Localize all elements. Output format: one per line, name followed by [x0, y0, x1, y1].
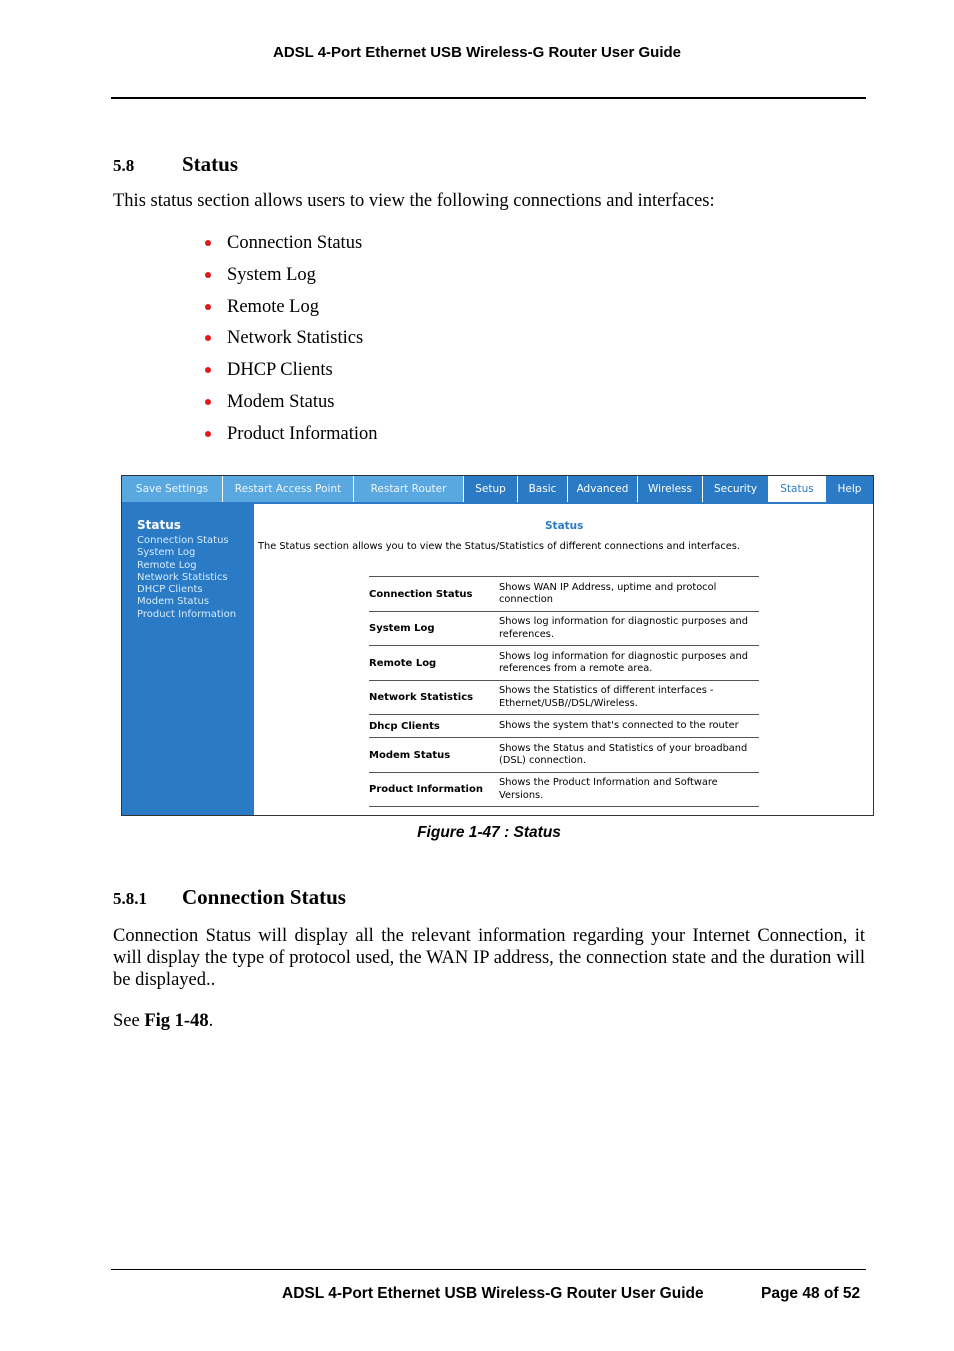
tab-setup[interactable]: Setup — [464, 476, 518, 502]
tab-status[interactable]: Status — [769, 476, 826, 502]
subsection-heading — [113, 885, 346, 910]
subsection-body: Connection Status will display all the relevant information regarding your Internet Connection, it will display the type of protocol used, the WAN IP address, the connection state and the duration will be displayed.. — [113, 926, 865, 990]
bullet-item: Remote Log — [205, 294, 378, 326]
tab-security[interactable]: Security — [703, 476, 769, 502]
figure-reference-link: Fig 1-48 — [144, 1011, 209, 1031]
bullet-item: Connection Status — [205, 230, 378, 262]
bullet-icon — [205, 335, 211, 341]
row-description: Shows log information for diagnostic purposes and references. — [499, 616, 748, 640]
sidebar-item-network-statistics[interactable]: Network Statistics — [137, 571, 228, 583]
sidebar — [122, 504, 254, 815]
bullet-icon — [205, 431, 211, 437]
table-row — [369, 738, 759, 773]
content-intro: The Status section allows you to view the Status/Statistics of different connections and interfaces. — [258, 541, 741, 552]
tab-basic[interactable]: Basic — [518, 476, 568, 502]
sidebar-item-system-log[interactable]: System Log — [137, 547, 196, 559]
row-description: Shows the Statistics of different interfaces - Ethernet/USB//DSL/Wireless. — [499, 685, 714, 709]
page-number: Page 48 of 52 — [761, 1285, 861, 1302]
row-description: Shows the system that's connected to the router — [499, 719, 739, 731]
section-intro: This status section allows users to view the following connections and interfaces: — [113, 191, 715, 211]
status-screenshot — [121, 475, 874, 816]
row-name[interactable]: Connection Status — [369, 588, 473, 600]
section-heading — [113, 152, 238, 177]
section-number: 5.8 — [113, 156, 135, 175]
content-title: Status — [545, 520, 584, 532]
table-row — [369, 773, 759, 807]
table-row — [369, 681, 759, 715]
bullet-icon — [205, 399, 211, 405]
sidebar-item-remote-log[interactable]: Remote Log — [137, 559, 197, 571]
row-name[interactable]: Remote Log — [369, 657, 437, 669]
tab-save-settings[interactable]: Save Settings — [122, 476, 223, 502]
sidebar-item-dhcp-clients[interactable]: DHCP Clients — [137, 584, 203, 596]
section-title: Status — [182, 152, 239, 176]
row-description: Shows the Status and Statistics of your broadband (DSL) connection. — [499, 742, 748, 766]
see-reference: See Fig 1-48. — [113, 1011, 214, 1031]
row-description: Shows the Product Information and Software Versions. — [499, 777, 718, 801]
sidebar-item-product-information[interactable]: Product Information — [137, 608, 237, 620]
sidebar-item-connection-status[interactable]: Connection Status — [137, 535, 229, 546]
bullet-icon — [205, 272, 211, 278]
tab-help[interactable]: Help — [826, 476, 873, 502]
subsection-number: 5.8.1 — [113, 889, 147, 908]
sidebar-links — [137, 535, 236, 621]
bullet-item: Network Statistics — [205, 325, 378, 357]
tab-wireless[interactable]: Wireless — [638, 476, 703, 502]
top-nav — [122, 476, 873, 502]
tab-restart-router[interactable]: Restart Router — [354, 476, 464, 502]
bullet-item: DHCP Clients — [205, 357, 378, 389]
bullet-icon — [205, 367, 211, 373]
table-row — [369, 646, 759, 681]
table-row — [369, 577, 759, 612]
subsection-title: Connection Status — [182, 885, 346, 909]
bullet-icon — [205, 240, 211, 246]
row-description: Shows log information for diagnostic purposes and references from a remote area. — [499, 650, 748, 674]
table-row — [369, 715, 759, 738]
footer-rule — [111, 1269, 866, 1270]
footer-title: ADSL 4-Port Ethernet USB Wireless-G Router User Guide — [282, 1285, 704, 1302]
running-header: ADSL 4-Port Ethernet USB Wireless-G Router User Guide — [272, 44, 681, 61]
bullet-icon — [205, 304, 211, 310]
row-name[interactable]: Dhcp Clients — [369, 720, 440, 732]
row-name[interactable]: Modem Status — [369, 749, 451, 761]
bullet-list — [205, 230, 378, 453]
sidebar-item-modem-status[interactable]: Modem Status — [137, 596, 210, 608]
bullet-item: Modem Status — [205, 389, 378, 421]
header-rule — [111, 97, 866, 99]
table-row — [369, 612, 759, 646]
tab-advanced[interactable]: Advanced — [568, 476, 638, 502]
bullet-item: System Log — [205, 262, 378, 294]
tab-restart-access-point[interactable]: Restart Access Point — [223, 476, 354, 502]
row-name[interactable]: Product Information — [369, 784, 483, 795]
status-table — [369, 576, 759, 807]
row-description: Shows WAN IP Address, uptime and protocol connection — [499, 581, 717, 605]
row-name[interactable]: System Log — [369, 623, 435, 634]
row-name[interactable]: Network Statistics — [369, 692, 474, 703]
sidebar-title: Status — [137, 518, 181, 532]
bullet-item: Product Information — [205, 421, 378, 453]
figure-caption: Figure 1-47 : Status — [417, 824, 561, 841]
